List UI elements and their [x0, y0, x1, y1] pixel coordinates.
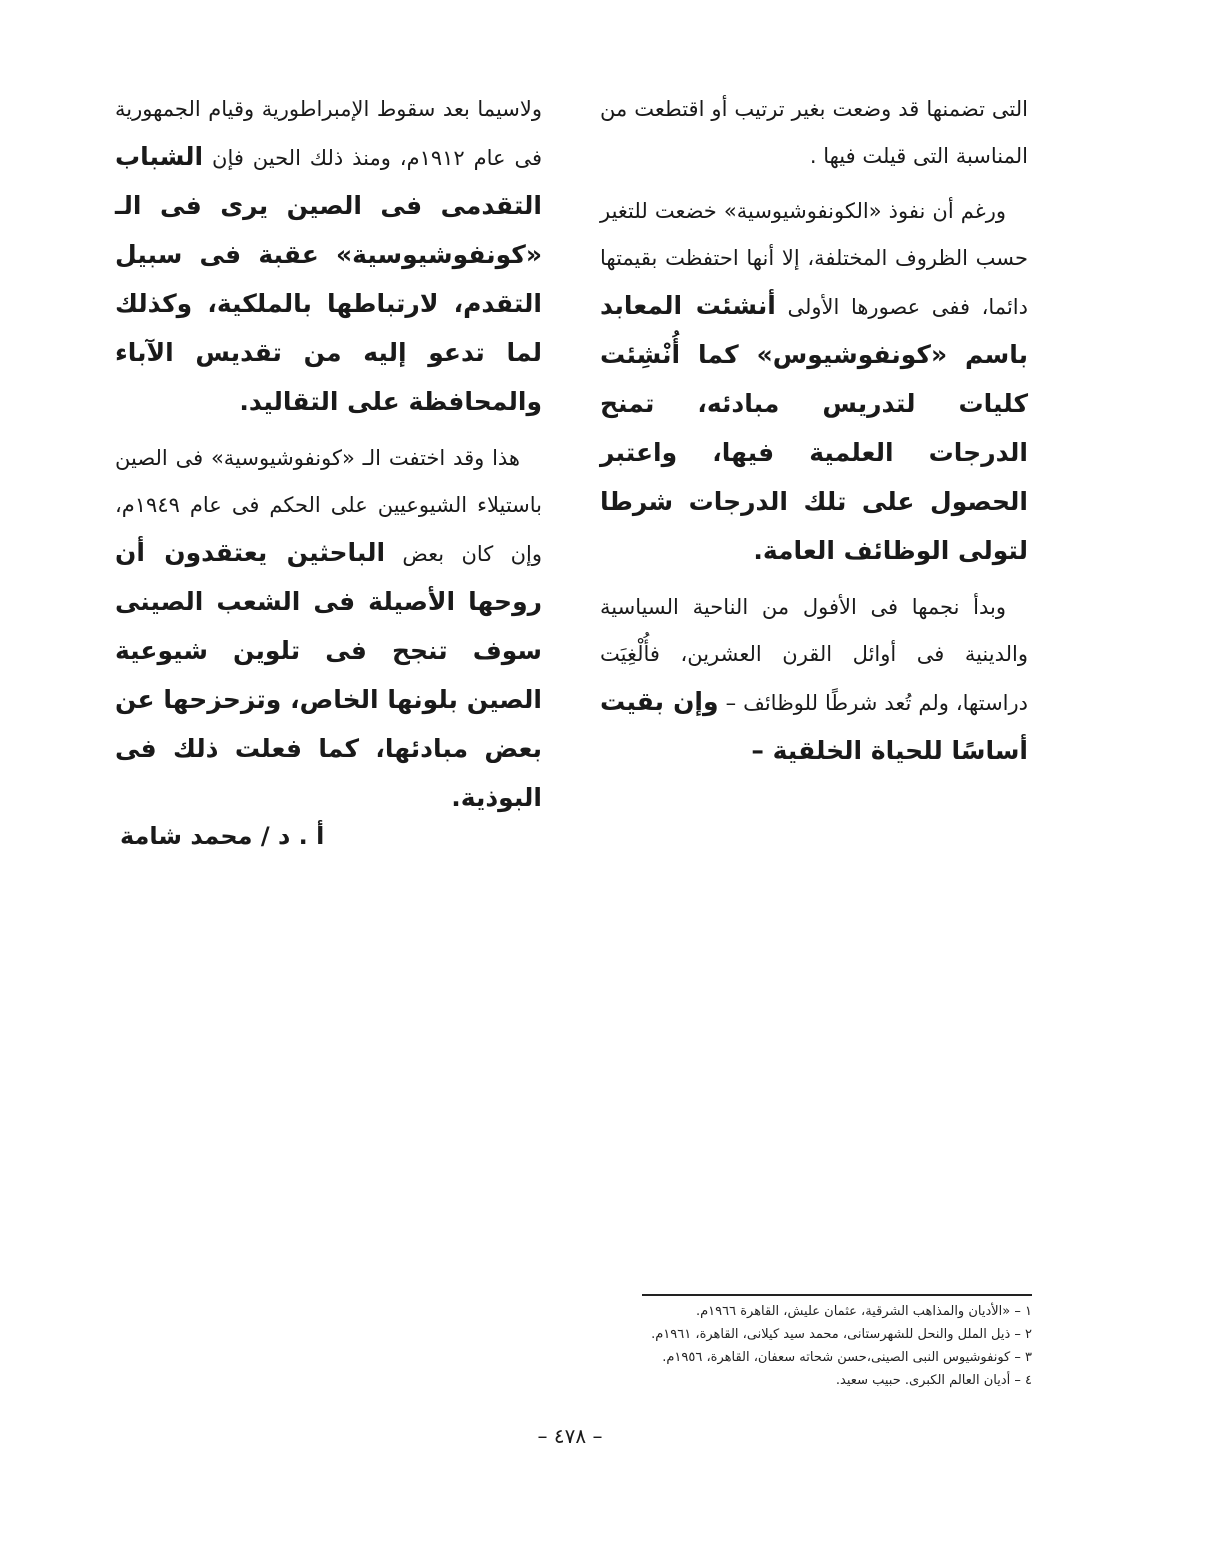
body-text: التى تضمنها قد وضعت بغير ترتيب أو اقتطعت من المناسبة التى قيلت فيها . — [600, 97, 1028, 168]
footnote: ٢ – ذيل الملل والنحل للشهرستانى، محمد سيد كيلانى، القاهرة، ١٩٦١م. — [651, 1327, 1032, 1342]
bold-text: وإن بقيت أساسًا للحياة الخلقية – — [600, 687, 1028, 765]
footnote-divider — [642, 1294, 1032, 1296]
author-signature: أ . د / محمد شامة — [120, 822, 325, 850]
body-text: وبدأ نجمها فى الأفول من الناحية السياسية والدينية فى أوائل القرن العشرين، فأُلْغِيَت دراستها، ولم تُعد شرطًا للوظائف – — [600, 595, 1028, 715]
footnote: ٤ – أديان العالم الكبرى. حبيب سعيد. — [835, 1373, 1032, 1388]
left-column — [115, 86, 542, 823]
body-text: ورغم أن نفوذ «الكونفوشيوسية» خضعت للتغير حسب الظروف المختلفة، إلا أنها احتفظت بقيمتها دائما، ففى عصورها الأولى — [600, 199, 1028, 319]
paragraph — [600, 188, 1028, 576]
paragraph — [115, 435, 542, 823]
paragraph — [600, 584, 1028, 776]
bold-text: الشباب التقدمى فى الصين يرى فى الـ «كونفوشيوسية» عقبة فى سبيل التقدم، لارتباطها بالملكية، وكذلك لما تدعو إليه من تقديس الآباء والمحافظة على التقاليد. — [115, 142, 542, 416]
paragraph — [600, 86, 1028, 180]
right-column — [600, 86, 1028, 776]
footnote: ٣ – كونفوشيوس النبى الصينى،حسن شحاته سعفان، القاهرة، ١٩٥٦م. — [662, 1350, 1032, 1365]
footnote: ١ – «الأديان والمذاهب الشرقية، عثمان عليش، القاهرة ١٩٦٦م. — [695, 1304, 1032, 1319]
page-number: – ٤٧٨ – — [537, 1424, 603, 1448]
footnotes — [560, 1300, 1032, 1392]
bold-text: الباحثين يعتقدون أن روحها الأصيلة فى الشعب الصينى سوف تنجح فى تلوين شيوعية الصين بلونها الخاص، وتزحزحها عن بعض مبادئها، كما فعلت ذلك فى البوذية. — [115, 538, 542, 812]
body-text: ولاسيما بعد سقوط الإمبراطورية وقيام الجمهورية فى عام ١٩١٢م، ومنذ ذلك الحين فإن — [115, 97, 542, 170]
bold-text: أنشئت المعابد باسم «كونفوشيوس» كما أُنْشِئت كليات لتدريس مبادئه، تمنح الدرجات العلمية فيها، واعتبر الحصول على تلك الدرجات شرطا لتولى الوظائف العامة. — [600, 291, 1028, 565]
paragraph — [115, 86, 542, 427]
body-text: هذا وقد اختفت الـ «كونفوشيوسية» فى الصين باستيلاء الشيوعيين على الحكم فى عام ١٩٤٩م، وإن كان بعض — [115, 446, 542, 566]
